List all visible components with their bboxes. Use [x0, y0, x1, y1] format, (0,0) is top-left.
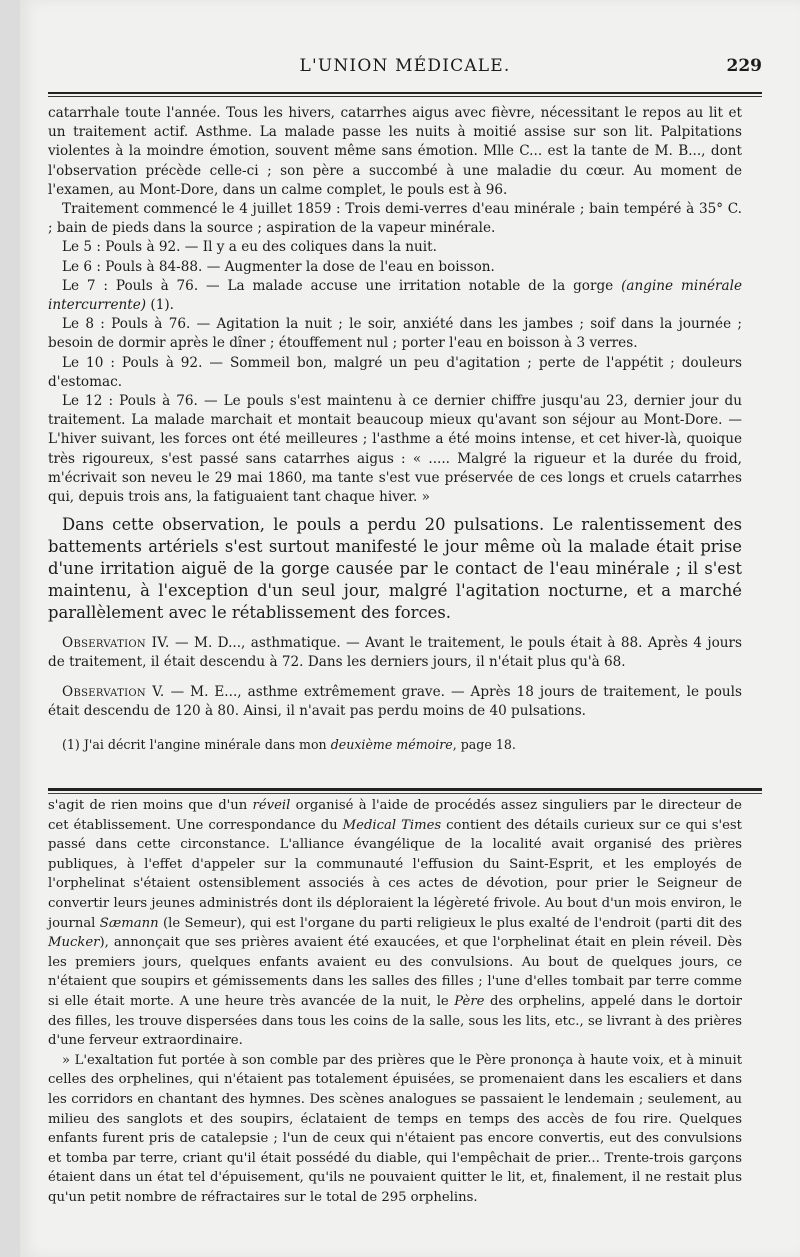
paragraph: Le 12 : Pouls à 76. — Le pouls s'est maintenu à ce dernier chiffre jusqu'au 23, dernier jour du traitement. La malade marchait et montait beaucoup mieux qu'avant son séjour au Mont-Dore. — L'hiver suivant, les forces ont été meilleures ; l'asthme a été moins intense, et cet hiver-là, quoique très rigoureux, s'est passé sans catarrhes aigus : « ..... Malgré la rigueur et la durée du froid, m'écrivait son neveu le 29 mai 1860, ma tante s'est vue préservée de ces longs et cruels catarrhes qui, depuis trois ans, la fatiguaient tant chaque hiver. »	[48, 393, 742, 506]
observation-label: Observation IV.	[62, 635, 170, 652]
feuilleton-section	[48, 796, 742, 1207]
section-rule	[48, 788, 762, 791]
observation-v: Observation V. — M. E..., asthme extrêmement grave. — Après 18 jours de traitement, le pouls était descendu de 120 à 80. Ainsi, il n'avait pas perdu moins de 40 pulsations.	[48, 683, 742, 719]
paragraph: Le 6 : Pouls à 84-88. — Augmenter la dose de l'eau en boisson.	[62, 258, 495, 275]
paragraph: Le 10 : Pouls à 92. — Sommeil bon, malgré un peu d'agitation ; perte de l'appétit ; douleurs d'estomac.	[48, 354, 742, 390]
paragraph: Traitement commencé le 4 juillet 1859 : Trois demi-verres d'eau minérale ; bain tempéré à 35° C. ; bain de pieds dans la source ; aspiration de la vapeur minérale.	[48, 201, 742, 237]
paragraph: s'agit de rien moins que d'un réveil organisé à l'aide de procédés assez singuliers par le directeur de cet établissement. Une correspondance du Medical Times contient des détails curieux sur ce qui s'est passé dans cette circonstance. L'alliance évangélique de la localité avait organisé des prières publiques, à l'effet d'appeler sur la communauté l'effusion du Saint-Esprit, et les employés de l'orphelinat s'étaient ostensiblement associés à ces actes de dévotion, pour prier le Seigneur de convertir leurs jeunes administrés dont ils déploraient la légèreté frivole. Au bout d'un mois environ, le journal Sæmann (le Semeur), qui est l'organe du parti religieux le plus exalté de l'endroit (parti dit des Mucker), annonçait que ses prières avaient été exaucées, et que l'orphelinat était en plein réveil. Dès les premiers jours, quelques enfants avaient eu des convulsions. Au bout de quelques jours, ce n'étaient que soupirs et gémissements dans les salles des filles ; l'une d'elles tombait par terre comme si elle était morte. A une heure très avancée de la nuit, le Père des orphelins, appelé dans le dortoir des filles, les trouve dispersées dans tous les coins de la salle, sous les lits, etc., se livrant à des prières d'une ferveur extraordinaire.	[48, 798, 742, 1049]
running-title: L'UNION MÉDICALE.	[299, 56, 511, 76]
emphasis: (angine minérale intercurrente)	[48, 277, 742, 314]
paragraph: Le 5 : Pouls à 92. — Il y a eu des coliques dans la nuit.	[62, 239, 437, 256]
footnote: (1) J'ai décrit l'angine minérale dans mon deuxième mémoire, page 18.	[62, 737, 516, 753]
paragraph: Le 7 : Pouls à 76. — La malade accuse une irritation notable de la gorge (angine minérale intercurrente) (1).	[48, 277, 742, 314]
observation-iv: Observation IV. — M. D..., asthmatique. — Avant le traitement, le pouls était à 88. Après 4 jours de traitement, il était descendu à 72. Dans les derniers jours, il n'était plus qu'à 68.	[48, 635, 742, 671]
header-rule	[48, 92, 762, 94]
summary-paragraph: Dans cette observation, le pouls a perdu 20 pulsations. Le ralentissement des battements artériels s'est surtout manifesté le jour même où la malade était prise d'une irritation aiguë de la gorge causée par le contact de l'eau minérale ; il s'est maintenu, à l'exception d'un seul jour, malgré l'agitation nocturne, et a marché parallèlement avec le rétablissement des forces.	[48, 515, 742, 623]
paragraph: catarrhale toute l'année. Tous les hivers, catarrhes aigus avec fièvre, nécessitant le repos au lit et un traitement actif. Asthme. La malade passe les nuits à moitié assise sur son lit. Palpitations violentes à la moindre émotion, souvent même sans émotion. Mlle C... est la tante de M. B..., dont l'observation précède celle-ci ; son père a succombé à une maladie du cœur. Au moment de l'examen, au Mont-Dore, dans un calme complet, le pouls est à 96.	[48, 105, 742, 198]
paragraph: » L'exaltation fut portée à son comble par des prières que le Père prononça à haute voix, et à minuit celles des orphelines, qui n'étaient pas totalement épuisées, se promenaient dans les escaliers et dans les corridors en chantant des hymnes. Des scènes analogues se passaient le lendemain ; seulement, au milieu des sanglots et des soupirs, éclataient de temps en temps des accès de fou rire. Quelques enfants furent pris de catalepsie ; l'un de ceux qui n'étaient pas encore convertis, eut des convulsions et tomba par terre, criant qu'il était possédé du diable, qui l'empêchait de prier... Trente-trois garçons étaient dans un état tel d'épuisement, qu'ils ne pouvaient quitter le lit, et, finalement, il ne restait plus qu'un petit nombre de réfractaires sur le total de 295 orphelins.	[48, 1052, 742, 1205]
book-page	[20, 0, 800, 1257]
page-number: 229	[726, 56, 762, 76]
section-rule-thin	[48, 793, 762, 794]
page-header	[48, 56, 762, 86]
observation-label: Observation V.	[62, 683, 165, 700]
paragraph: Le 8 : Pouls à 76. — Agitation la nuit ; le soir, anxiété dans les jambes ; soif dans la journée ; besoin de dormir après le dîner ; étouffement nul ; porter l'eau en boisson à 3 verres.	[48, 316, 742, 352]
header-rule-thin	[48, 96, 762, 97]
observation-section	[48, 104, 742, 754]
